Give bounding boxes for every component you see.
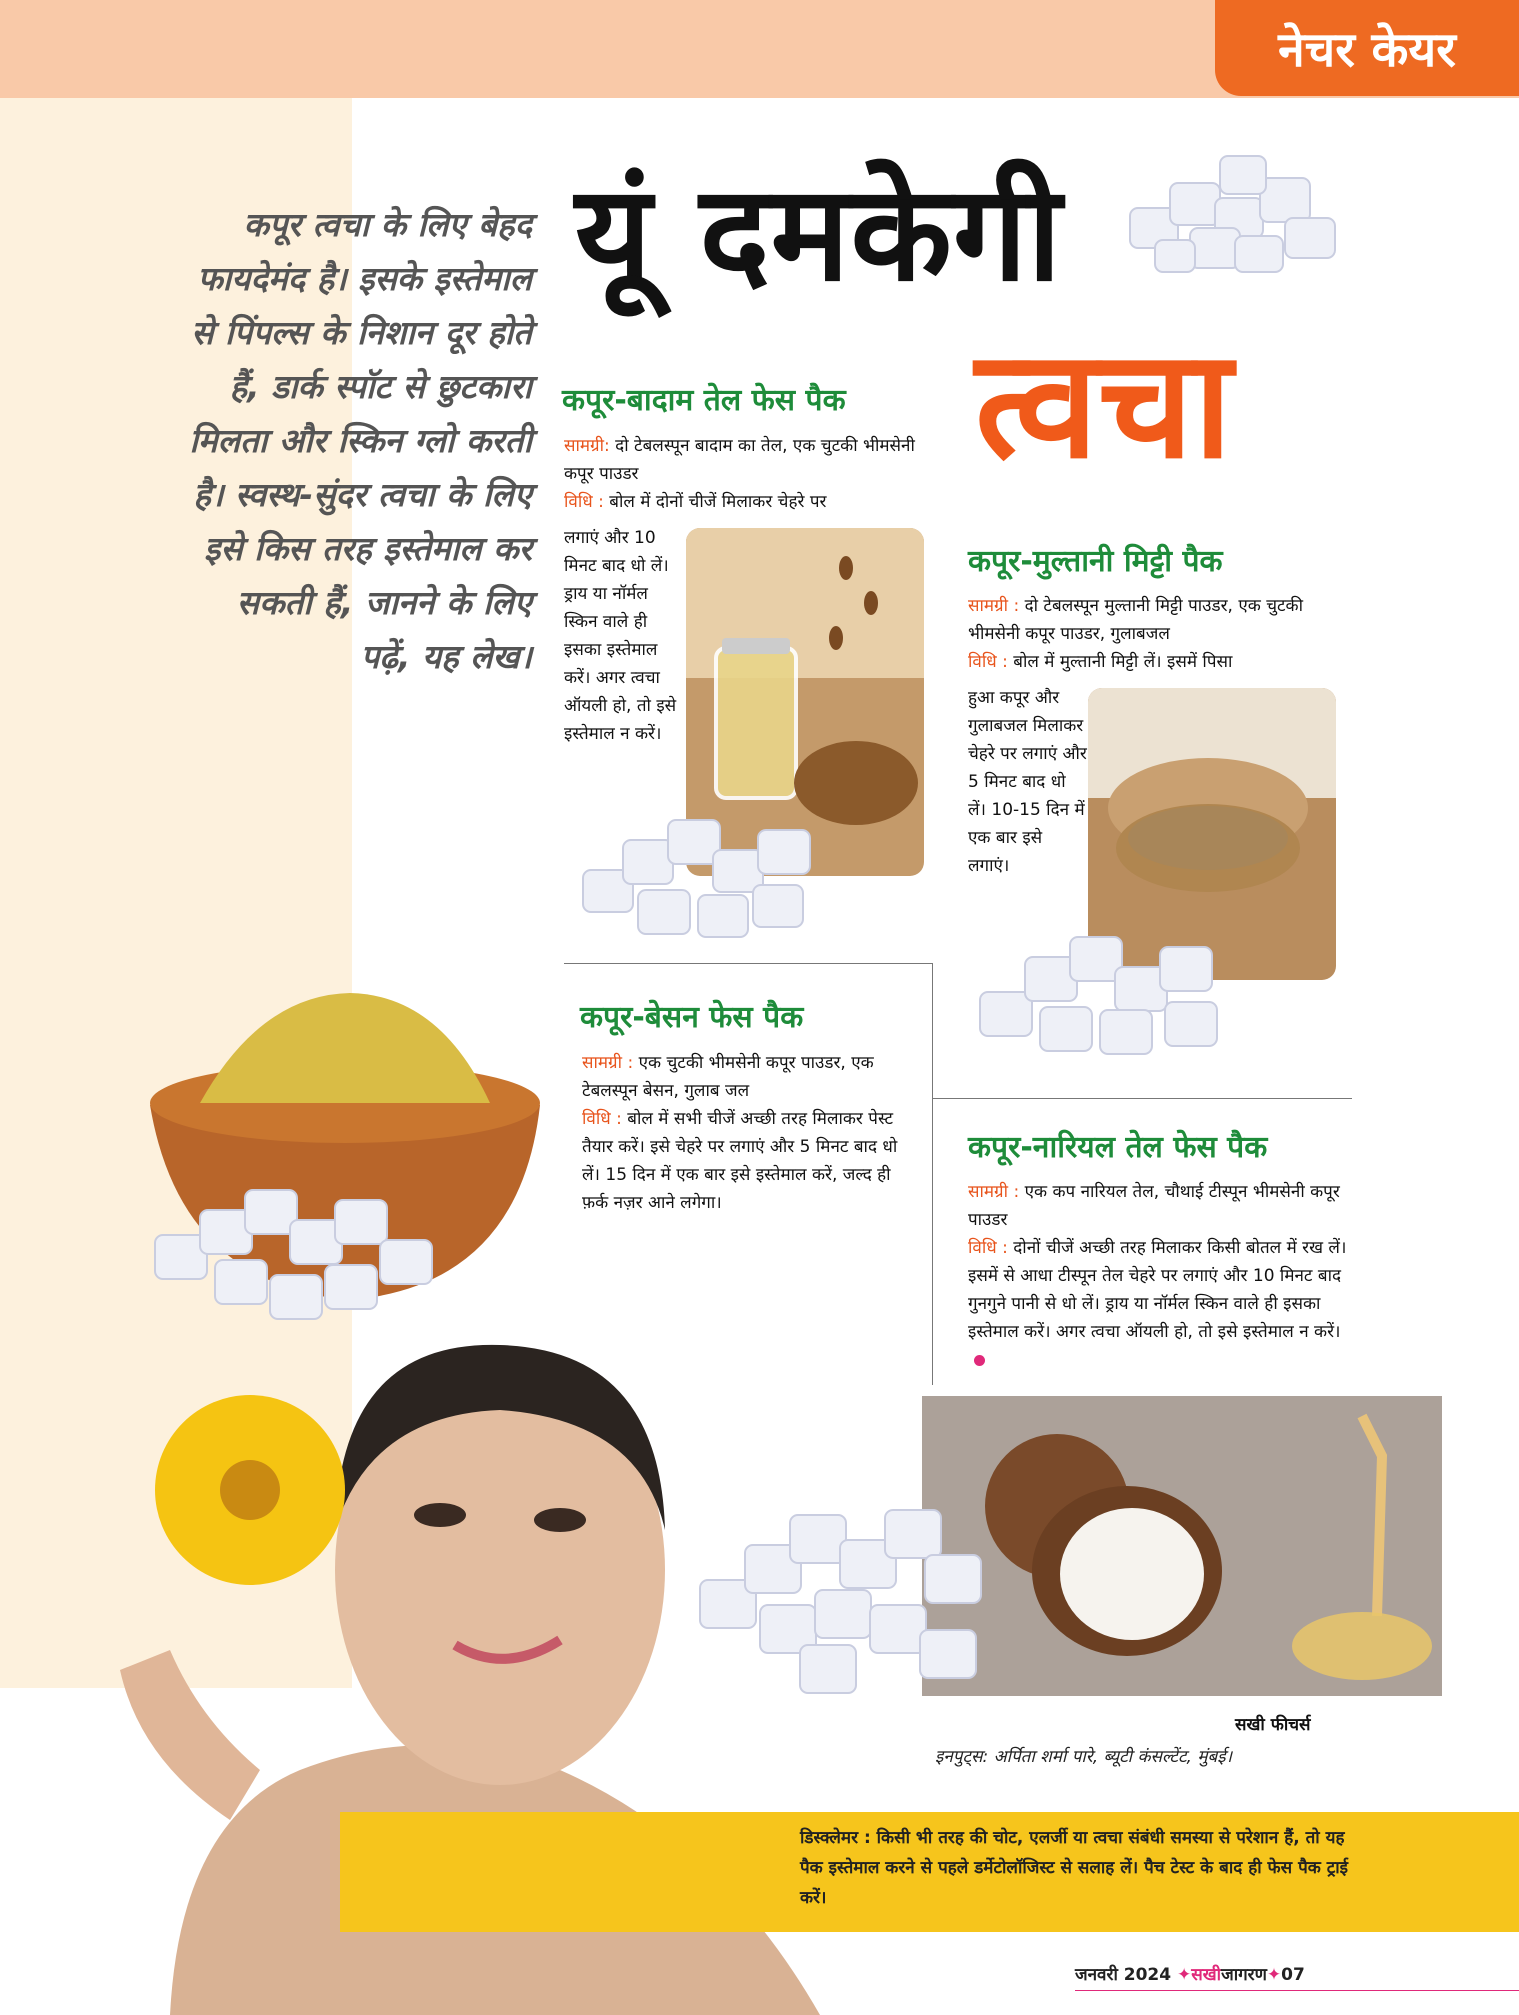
end-mark-icon [974,1355,985,1366]
pack3-method-label: विधि : [582,1109,622,1129]
pack3-text [582,1049,914,1217]
camphor-image [578,800,838,950]
pack4-method: दोनों चीजें अच्छी तरह मिलाकर किसी बोतल में रख लें। इसमें से आधा टीस्पून तेल चेहरे पर लगाएं और 10 मिनट बाद गुनगुने पानी से धो लें। ड्राय या नॉर्मल स्किन वाले ही इसका इस्तेमाल करें। अगर त्वचा ऑयली हो, तो इसे इस्तेमाल न करें। [968,1238,1347,1342]
pack4-title: कपूर-नारियल तेल फेस पैक [968,1130,1268,1165]
pack3-ingredients: एक चुटकी भीमसेनी कपूर पाउडर, एक टेबलस्पून बेसन, गुलाब जल [582,1053,874,1101]
star-icon: ✦ [1266,1965,1282,1985]
camphor-image [975,922,1240,1062]
pack4-method-label: विधि : [968,1238,1008,1258]
inputs-credit: इनपुट्स: अर्पिता शर्मा पारे, ब्यूटी कंसल्टेंट, मुंबई। [935,1747,1233,1767]
pack2-ingredients: दो टेबलस्पून मुल्तानी मिट्टी पाउडर, एक चुटकी भीमसेनी कपूर पाउडर, गुलाबजल [968,596,1304,644]
page-footer [1075,1962,1305,1985]
footer-brand-b: जागरण [1221,1965,1267,1985]
divider [932,963,933,1385]
pack2-method: बोल में मुल्तानी मिट्टी लें। इसमें पिसा [1007,652,1233,672]
footer-issue: जनवरी 2024 [1075,1965,1172,1985]
pack3-title: कपूर-बेसन फेस पैक [580,1000,804,1035]
coconut-oil-photo [922,1396,1442,1696]
credit: सखी फीचर्स [1235,1715,1311,1735]
footer-brand-a: सखी [1191,1965,1222,1985]
camphor-image [1120,148,1350,278]
headline-line2: त्वचा [975,318,1233,492]
pack2-ingredients-label: सामग्री : [968,596,1020,616]
pack2-title: कपूर-मुल्तानी मिट्टी पैक [968,544,1223,579]
pack1-ingredients-label: सामग्री: [564,436,610,456]
pack1-ingredients: दो टेबलस्पून बादाम का तेल, एक चुटकी भीमसेनी कपूर पाउडर [564,436,915,484]
pack4-ingredients: एक कप नारियल तेल, चौथाई टीस्पून भीमसेनी कपूर पाउडर [968,1182,1340,1230]
pack1-intro-text [564,432,932,516]
pack2-method-cont: हुआ कपूर और गुलाबजल मिलाकर चेहरे पर लगाएं और 5 मिनट बाद धो लें। 10-15 दिन में एक बार इसे लगाएं। [968,688,1087,876]
intro-text: कपूर त्वचा के लिए बेहद फायदेमंद है। इसके इस्तेमाल से पिंपल्स के निशान दूर होते हैं, डार्क स्पॉट से छुटकारा मिलता और स्किन ग्लो करती है। स्वस्थ-सुंदर त्वचा के लिए इसे किस तरह इस्तेमाल कर सकती हैं, जानने के लिए पढ़ें, यह लेख। [189,205,532,676]
headline-line1: यूं दमकेगी [575,157,1063,311]
divider [932,1098,1352,1099]
footer-rule [1075,1990,1519,1991]
pack1-method: बोल में दोनों चीजें मिलाकर चेहरे पर [603,492,827,512]
pack1-title: कपूर-बादाम तेल फेस पैक [562,383,846,418]
divider [564,963,932,964]
star-icon: ✦ [1177,1965,1192,1985]
footer-page: 07 [1281,1965,1305,1985]
pack3-ingredients-label: सामग्री : [582,1053,634,1073]
pack1-method-cont: लगाएं और 10 मिनट बाद धो लें। ड्राय या नॉर्मल स्किन वाले ही इसका इस्तेमाल करें। अगर त्वचा ऑयली हो, तो इसे इस्तेमाल न करें। [564,528,677,744]
pack3-method: बोल में सभी चीजें अच्छी तरह मिलाकर पेस्ट तैयार करें। इसे चेहरे पर लगाएं और 5 मिनट बाद धो लें। 15 दिन में एक बार इसे इस्तेमाल करें, जल्द ही फ़र्क नज़र आने लगेगा। [582,1109,898,1213]
disclaimer-text: डिस्क्लेमर : किसी भी तरह की चोट, एलर्जी या त्वचा संबंधी समस्या से परेशान हैं, तो यह पैक इस्तेमाल करने से पहले डर्मेटोलॉजिस्ट से सलाह लें। पैच टेस्ट के बाद ही फेस पैक ट्राई करें। [800,1828,1349,1908]
pack4-text [968,1178,1352,1374]
pack2-method-label: विधि : [968,652,1008,672]
pack1-method-label: विधि : [564,492,604,512]
section-tag: नेचर केयर [1215,0,1519,96]
pack4-ingredients-label: सामग्री : [968,1182,1020,1202]
pack2-intro-text [968,592,1348,676]
besan-bowl-image [140,985,560,1345]
